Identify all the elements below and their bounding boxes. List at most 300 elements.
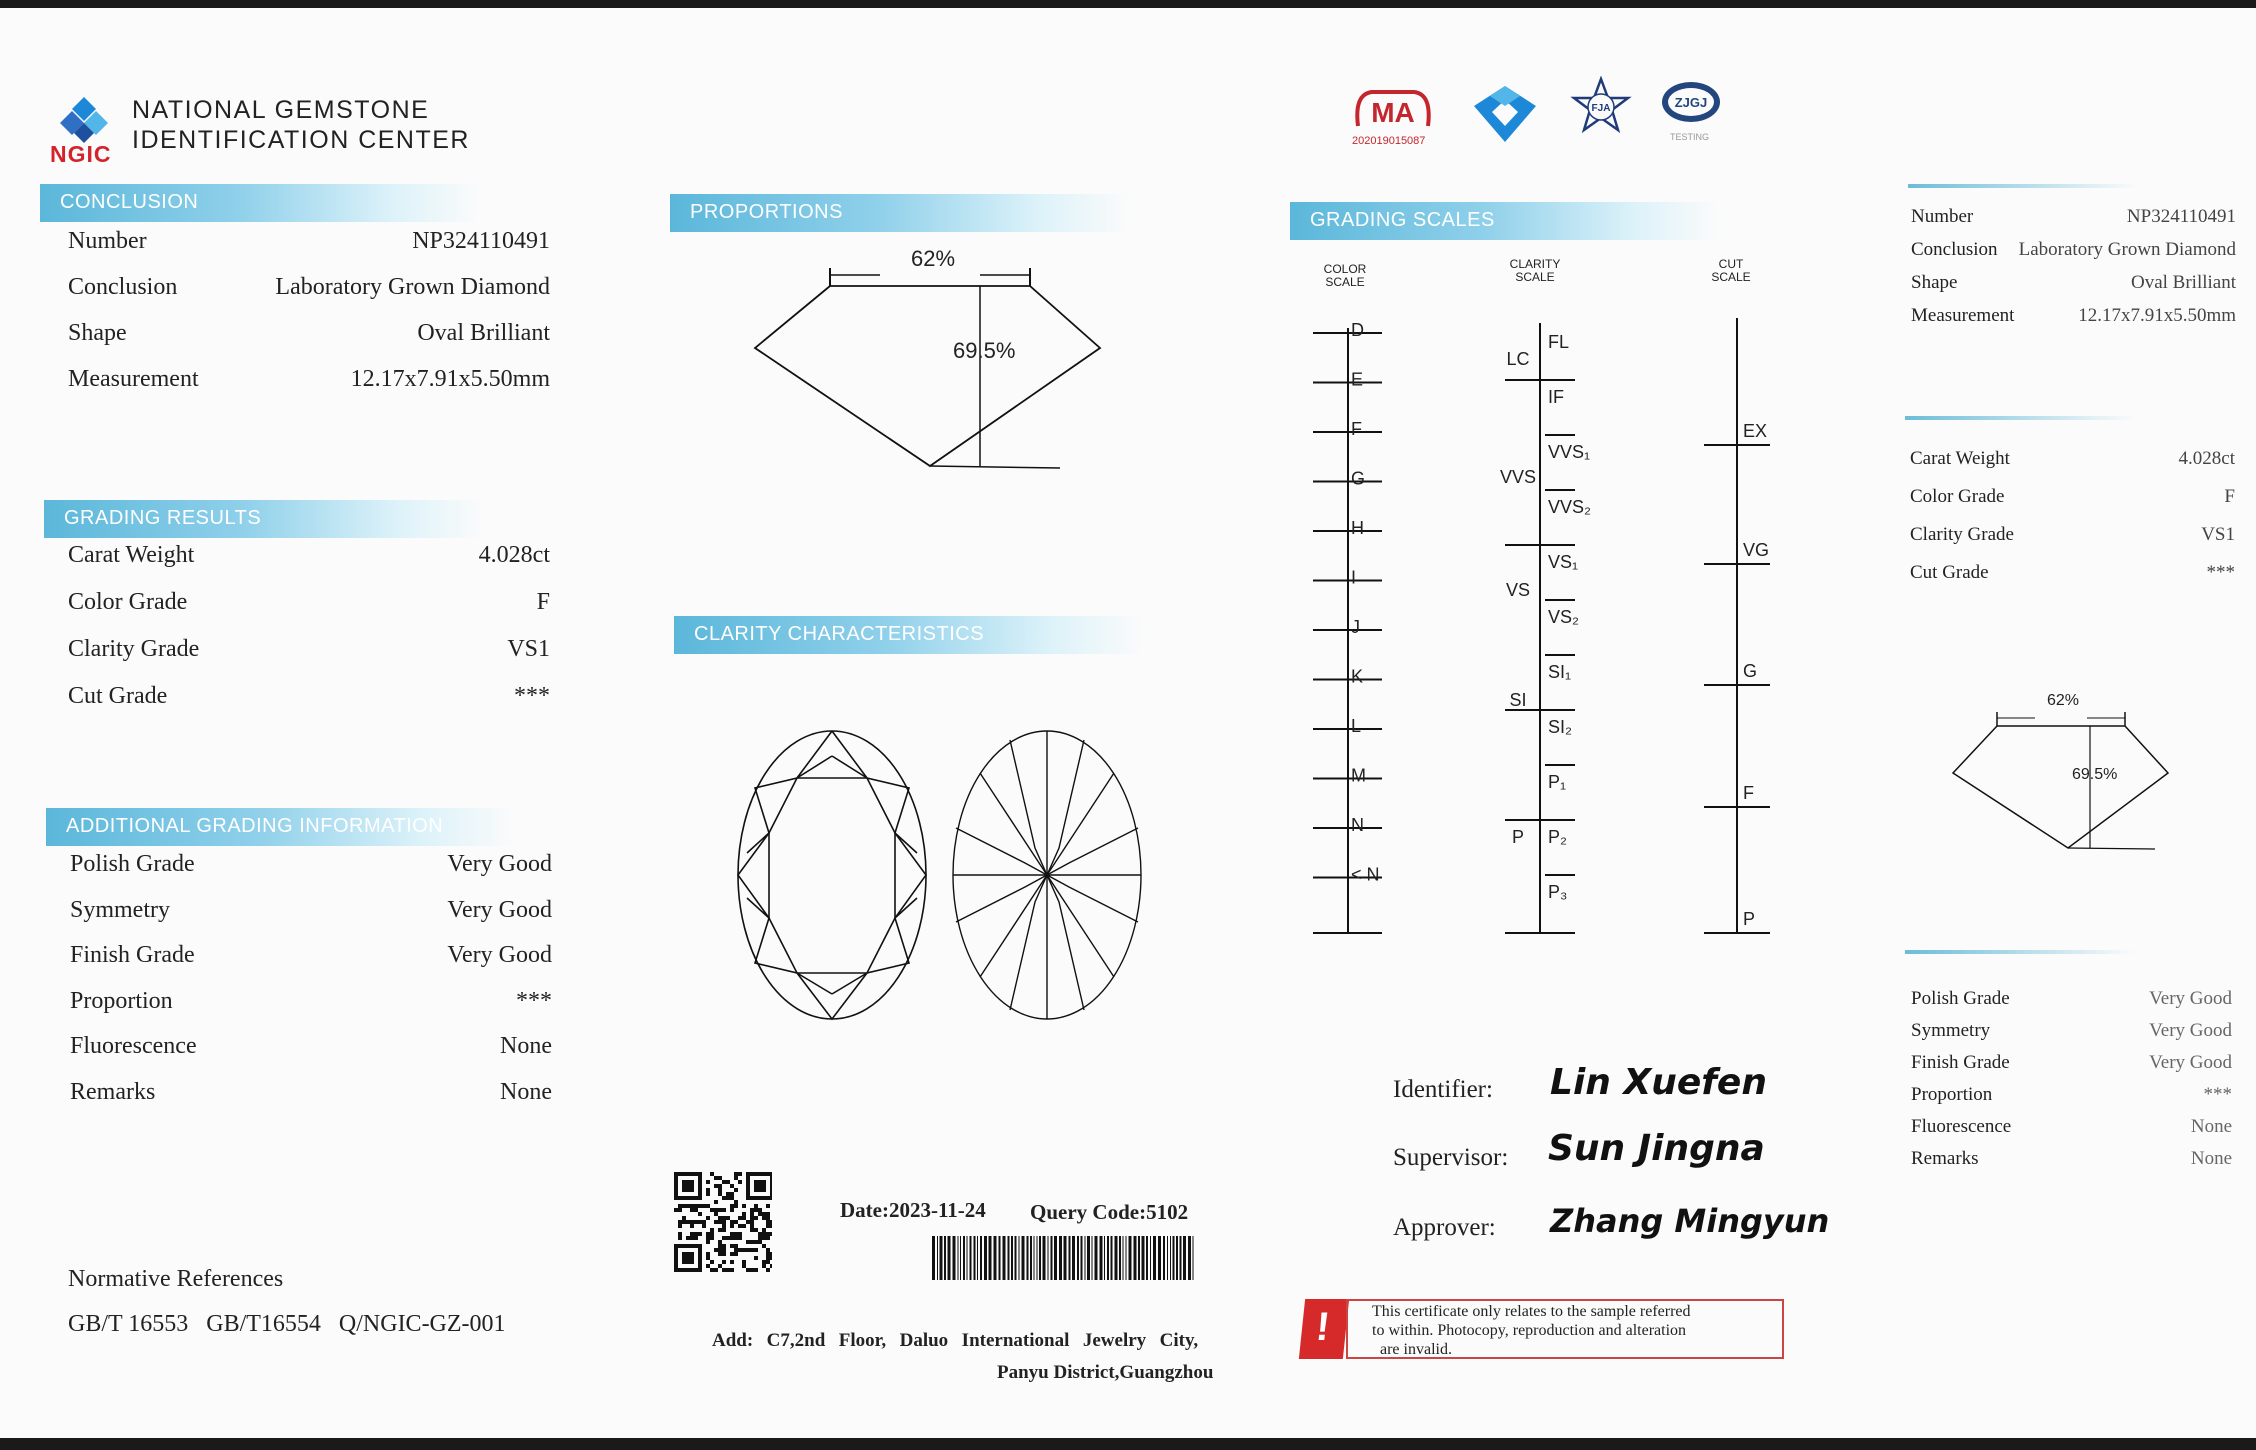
warning-icon-glyph: !	[1313, 1305, 1332, 1349]
qr-module	[722, 1248, 726, 1252]
qr-module	[698, 1220, 702, 1224]
color-grade-label: D	[1351, 319, 1364, 340]
field-label: Fluorescence	[70, 1033, 197, 1059]
qr-module	[730, 1236, 734, 1240]
barcode-bar	[1146, 1236, 1148, 1280]
conclusion-title: CONCLUSION	[60, 191, 199, 213]
qr-module	[738, 1180, 742, 1184]
qr-module	[742, 1264, 746, 1268]
additional-band	[46, 808, 516, 846]
barcode-bar	[1107, 1236, 1109, 1280]
qr-module	[746, 1268, 750, 1272]
field-label: Cut Grade	[1910, 562, 1989, 583]
qr-module	[726, 1196, 730, 1200]
qr-module	[738, 1216, 742, 1220]
qr-module	[710, 1172, 714, 1176]
qr-module	[714, 1184, 718, 1188]
barcode-bar	[1180, 1236, 1182, 1280]
grading-results-section	[68, 542, 550, 782]
color-grade-label: M	[1351, 765, 1366, 786]
qr-module	[754, 1268, 758, 1272]
barcode-bar	[1104, 1236, 1105, 1280]
clarity-scale-title: SCALE	[1515, 270, 1555, 284]
barcode-bar	[1072, 1236, 1075, 1280]
field-label: Symmetry	[70, 896, 170, 923]
qr-module	[686, 1204, 690, 1208]
warning-icon	[1299, 1299, 1349, 1359]
field-label: Polish Grade	[70, 851, 195, 877]
field-label: Conclusion	[68, 274, 178, 300]
qr-module	[766, 1256, 770, 1260]
clarity-grade-label: P₂	[1548, 827, 1567, 847]
qr-module	[742, 1224, 746, 1228]
qr-module	[730, 1232, 734, 1236]
identifier-signature: Lin Xuefen	[1550, 1062, 1767, 1103]
barcode-bar	[1054, 1236, 1057, 1280]
barcode-bar	[1170, 1236, 1171, 1280]
qr-module	[758, 1232, 762, 1236]
conclusion-section	[68, 228, 550, 468]
qr-module	[710, 1208, 714, 1212]
summary-table-pct: 62%	[2047, 692, 2080, 709]
qr-module	[682, 1220, 686, 1224]
barcode[interactable]	[930, 1236, 1200, 1281]
clarity-group-label: SI	[1509, 690, 1527, 710]
qr-module	[718, 1176, 722, 1180]
field-label: Proportion	[1911, 1084, 1993, 1105]
qr-module	[742, 1216, 746, 1220]
field-value: 4.028ct	[478, 542, 550, 568]
clarity-scale-title: CLARITY	[1509, 257, 1561, 271]
qr-module	[710, 1228, 714, 1232]
barcode-bar	[1119, 1236, 1121, 1280]
qr-module	[734, 1232, 738, 1236]
cut-grade-label: F	[1743, 783, 1754, 803]
qr-module	[734, 1200, 738, 1204]
barcode-bar	[1008, 1236, 1010, 1280]
disclaimer-line3: are invalid.	[1380, 1341, 1452, 1358]
color-grade-label: E	[1351, 369, 1364, 390]
grading-results-title: GRADING RESULTS	[64, 507, 262, 529]
qr-module	[766, 1204, 770, 1208]
field-label: Number	[68, 228, 147, 254]
barcode-bar	[940, 1236, 943, 1280]
address-line2: Panyu District,Guangzhou	[997, 1362, 1214, 1383]
field-label: Shape	[68, 320, 127, 346]
fja-logo	[1570, 76, 1632, 138]
color-grade-label: F	[1351, 418, 1362, 439]
clarity-grade-label: VS₂	[1548, 607, 1579, 627]
qr-module	[754, 1208, 758, 1212]
qr-module	[690, 1224, 694, 1228]
field-value: Very Good	[2149, 1020, 2232, 1041]
qr-module	[722, 1268, 726, 1272]
clarity-grade-label: P₃	[1548, 882, 1568, 902]
summary-divider-3	[1905, 950, 2135, 954]
conclusion-band	[40, 184, 480, 222]
field-value: None	[500, 1078, 552, 1105]
qr-module	[694, 1220, 698, 1224]
qr-module	[762, 1212, 766, 1216]
qr-module	[750, 1208, 754, 1212]
qr-module	[750, 1240, 754, 1244]
field-value: Very Good	[2149, 988, 2232, 1009]
identifier-label: Identifier:	[1393, 1076, 1493, 1103]
qr-module	[734, 1244, 738, 1248]
clarity-characteristics-band	[674, 616, 1144, 654]
cut-scale-title: SCALE	[1711, 270, 1751, 284]
barcode-bar	[1100, 1236, 1103, 1280]
qr-module	[678, 1232, 682, 1236]
barcode-bar	[1015, 1236, 1017, 1280]
barcode-bar	[989, 1236, 992, 1280]
clarity-grade-label: SI₁	[1548, 662, 1572, 682]
qr-module	[762, 1260, 766, 1264]
field-label: Carat Weight	[1910, 448, 2010, 469]
qr-module	[722, 1220, 726, 1224]
qr-module	[706, 1180, 710, 1184]
summary-mid-section	[1910, 448, 2235, 648]
qr-module	[718, 1252, 722, 1256]
qr-module	[750, 1268, 754, 1272]
field-value: NP324110491	[412, 228, 550, 254]
qr-module	[706, 1192, 710, 1196]
cut-scale-title: CUT	[1718, 257, 1744, 271]
qr-module	[678, 1236, 682, 1240]
barcode-bar	[1037, 1236, 1038, 1280]
field-label: Color Grade	[68, 589, 188, 615]
disclaimer-line2: to within. Photocopy, reproduction and alteration	[1372, 1322, 1687, 1339]
qr-module	[766, 1212, 770, 1216]
field-label: Carat Weight	[68, 542, 195, 568]
clarity-group-label: VS	[1505, 580, 1531, 600]
qr-module	[770, 1232, 772, 1236]
qr-module	[754, 1216, 758, 1220]
cut-grade-label: P	[1743, 909, 1756, 929]
cut-grade-label: G	[1743, 661, 1758, 681]
barcode-bar	[1115, 1236, 1118, 1280]
clarity-grade-label: FL	[1548, 332, 1570, 352]
qr-module	[754, 1240, 758, 1244]
qr-module	[766, 1220, 770, 1224]
field-value: Laboratory Grown Diamond	[275, 274, 550, 300]
qr-finder	[682, 1252, 694, 1264]
qr-module	[722, 1252, 726, 1256]
field-value: ***	[514, 683, 550, 709]
qr-module	[730, 1184, 734, 1188]
qr-module	[694, 1236, 698, 1240]
summary-divider-1	[1908, 184, 2138, 188]
barcode-bar	[932, 1236, 935, 1280]
proportions-band	[670, 194, 1130, 232]
qr-module	[690, 1232, 694, 1236]
summary-proportions-diagram	[1945, 698, 2175, 858]
field-label: Polish Grade	[1911, 988, 2010, 1009]
qr-module	[738, 1236, 742, 1240]
qr-finder	[682, 1180, 694, 1192]
qr-module	[746, 1248, 750, 1252]
qr-module	[750, 1220, 754, 1224]
ma-number: 202019015087	[1352, 135, 1426, 147]
qr-module	[738, 1248, 742, 1252]
barcode-bar	[960, 1236, 961, 1280]
qr-module	[710, 1236, 714, 1240]
qr-module	[706, 1236, 710, 1240]
barcode-bar	[958, 1236, 959, 1280]
barcode-bar	[1158, 1236, 1161, 1280]
barcode-bar	[999, 1236, 1001, 1280]
qr-module	[754, 1248, 758, 1252]
clarity-grade-label: VVS₁	[1548, 442, 1591, 462]
qr-module	[694, 1204, 698, 1208]
qr-module	[738, 1172, 742, 1176]
qr-module	[698, 1212, 702, 1216]
field-label: Cut Grade	[68, 683, 168, 709]
qr-module	[738, 1224, 742, 1228]
field-value: Very Good	[2149, 1052, 2232, 1073]
disclaimer-line1: This certificate only relates to the sample referred	[1372, 1303, 1691, 1320]
qr-module	[734, 1236, 738, 1240]
qr-module	[718, 1264, 722, 1268]
qr-module	[750, 1212, 754, 1216]
color-grade-label: < N	[1351, 864, 1380, 885]
qr-module	[730, 1204, 734, 1208]
qr-module	[730, 1260, 734, 1264]
field-value: VS1	[507, 636, 550, 662]
qr-module	[722, 1244, 726, 1248]
fja-logo-text: FJA	[1591, 103, 1611, 114]
blue-diamond-logo	[1470, 82, 1540, 147]
field-label: Remarks	[1911, 1148, 1979, 1169]
qr-module	[730, 1252, 734, 1256]
ma-logo	[1352, 86, 1434, 136]
field-value: 4.028ct	[2178, 448, 2235, 469]
qr-module	[758, 1212, 762, 1216]
clarity-group-label: VVS	[1499, 467, 1537, 487]
qr-code[interactable]	[674, 1172, 772, 1276]
barcode-bar	[1034, 1236, 1035, 1280]
field-label: Clarity Grade	[68, 636, 200, 662]
barcode-bar	[1123, 1236, 1124, 1280]
qr-module	[766, 1216, 770, 1220]
qr-module	[766, 1236, 770, 1240]
qr-module	[762, 1216, 766, 1220]
barcode-bar	[1193, 1236, 1194, 1280]
field-label: Symmetry	[1911, 1020, 1991, 1041]
qr-module	[718, 1216, 722, 1220]
qr-module	[698, 1232, 702, 1236]
pavilion-plot-diagram	[950, 728, 1145, 1023]
qr-module	[674, 1208, 678, 1212]
field-label: Measurement	[1911, 305, 2015, 326]
qr-module	[750, 1228, 754, 1232]
field-label: Color Grade	[1910, 486, 2005, 507]
qr-module	[702, 1204, 706, 1208]
barcode-bar	[1173, 1236, 1175, 1280]
barcode-bar	[1134, 1236, 1137, 1280]
qr-module	[710, 1260, 714, 1264]
qr-module	[742, 1260, 746, 1264]
barcode-bar	[1043, 1236, 1046, 1280]
clarity-grade-label: VS₁	[1548, 552, 1579, 572]
barcode-bar	[1126, 1236, 1127, 1280]
qr-module	[714, 1268, 718, 1272]
clarity-grade-label: SI₂	[1548, 717, 1572, 737]
field-value: 12.17x7.91x5.50mm	[2078, 305, 2236, 326]
query-code-text: Query Code:5102	[1030, 1200, 1189, 1224]
qr-module	[702, 1224, 706, 1228]
qr-module	[754, 1228, 758, 1232]
qr-module	[714, 1248, 718, 1252]
qr-module	[694, 1208, 698, 1212]
clarity-grade-label: IF	[1548, 387, 1564, 407]
barcode-bar	[1095, 1236, 1098, 1280]
clarity-grade-label: P₁	[1548, 772, 1567, 792]
barcode-bar	[1059, 1236, 1062, 1280]
qr-module	[766, 1260, 770, 1264]
barcode-bar	[967, 1236, 968, 1280]
grading-scales-title: GRADING SCALES	[1310, 209, 1495, 231]
qr-module	[726, 1216, 730, 1220]
field-value: ***	[2206, 562, 2235, 583]
barcode-bar	[1027, 1236, 1029, 1280]
barcode-bar	[1188, 1236, 1191, 1280]
qr-module	[762, 1236, 766, 1240]
barcode-bar	[977, 1236, 978, 1280]
qr-module	[766, 1268, 770, 1272]
qr-module	[722, 1224, 726, 1228]
qr-module	[678, 1220, 682, 1224]
field-value: Very Good	[447, 942, 552, 968]
qr-module	[678, 1208, 682, 1212]
qr-module	[758, 1236, 762, 1240]
qr-module	[730, 1208, 734, 1212]
qr-module	[726, 1236, 730, 1240]
proportions-table-pct: 62%	[911, 246, 956, 271]
barcode-bar	[970, 1236, 972, 1280]
clarity-grade-label: VVS₂	[1548, 497, 1592, 517]
barcode-bar	[1167, 1236, 1168, 1280]
barcode-bar	[1163, 1236, 1165, 1280]
qr-module	[754, 1204, 758, 1208]
certificate-paper	[0, 8, 2256, 1438]
barcode-bar	[1111, 1236, 1113, 1280]
qr-module	[714, 1200, 718, 1204]
color-grade-label: K	[1351, 666, 1364, 687]
qr-module	[710, 1232, 714, 1236]
references-text: GB/T 16553 GB/T16554 Q/NGIC-GZ-001	[68, 1311, 506, 1337]
field-value: Very Good	[447, 851, 552, 877]
barcode-bar	[1153, 1236, 1156, 1280]
cut-grade-label: EX	[1743, 421, 1768, 441]
field-value: Very Good	[447, 896, 552, 923]
field-value: VS1	[2201, 524, 2235, 545]
color-grade-label: J	[1351, 616, 1360, 637]
summary-top-section	[1911, 206, 2236, 396]
proportions-diagram	[740, 248, 1120, 478]
color-grade-label: N	[1351, 814, 1364, 835]
barcode-bar	[1183, 1236, 1186, 1280]
field-value: None	[2190, 1116, 2232, 1137]
qr-module	[762, 1244, 766, 1248]
qr-module	[706, 1256, 710, 1260]
grading-results-band	[44, 500, 484, 538]
qr-module	[718, 1248, 722, 1252]
qr-module	[726, 1268, 730, 1272]
disclaimer-box	[1302, 1295, 1784, 1367]
qr-module	[766, 1232, 770, 1236]
qr-module	[702, 1220, 706, 1224]
qr-module	[722, 1260, 726, 1264]
barcode-bar	[1092, 1236, 1093, 1280]
barcode-bar	[937, 1236, 938, 1280]
qr-module	[714, 1220, 718, 1224]
barcode-bar	[944, 1236, 946, 1280]
qr-module	[722, 1228, 726, 1232]
barcode-bar	[963, 1236, 965, 1280]
qr-module	[714, 1176, 718, 1180]
clarity-group-label: P	[1511, 827, 1525, 847]
barcode-bar	[1069, 1236, 1071, 1280]
qr-module	[750, 1216, 754, 1220]
testing-text: TESTING	[1670, 132, 1710, 142]
barcode-bar	[1022, 1236, 1025, 1280]
qr-module	[766, 1224, 770, 1228]
qr-module	[770, 1264, 772, 1268]
barcode-bar	[1081, 1236, 1083, 1280]
references-title: Normative References	[68, 1266, 284, 1292]
qr-module	[718, 1192, 722, 1196]
qr-module	[734, 1172, 738, 1176]
barcode-bar	[1087, 1236, 1090, 1280]
qr-module	[754, 1256, 758, 1260]
barcode-bar	[948, 1236, 951, 1280]
qr-module	[706, 1264, 710, 1268]
qr-module	[750, 1248, 754, 1252]
field-label: Measurement	[68, 366, 199, 392]
proportions-depth-pct: 69.5%	[953, 338, 1016, 363]
barcode-bar	[1011, 1236, 1013, 1280]
qr-module	[730, 1196, 734, 1200]
qr-module	[678, 1204, 682, 1208]
qr-module	[762, 1232, 766, 1236]
qr-module	[706, 1240, 710, 1244]
barcode-bar	[984, 1236, 987, 1280]
barcode-bar	[974, 1236, 976, 1280]
barcode-bar	[994, 1236, 997, 1280]
qr-module	[682, 1204, 686, 1208]
qr-module	[730, 1192, 734, 1196]
qr-finder	[754, 1180, 766, 1192]
ma-logo-text: MA	[1371, 97, 1415, 128]
qr-module	[718, 1244, 722, 1248]
qr-module	[698, 1204, 702, 1208]
qr-module	[718, 1220, 722, 1224]
qr-module	[690, 1236, 694, 1240]
qr-module	[770, 1256, 772, 1260]
qr-module	[766, 1248, 770, 1252]
barcode-bar	[1129, 1236, 1132, 1280]
supervisor-label: Supervisor:	[1393, 1144, 1509, 1171]
field-value: ***	[516, 987, 552, 1014]
field-label: Fluorescence	[1911, 1116, 2012, 1137]
qr-module	[722, 1196, 726, 1200]
qr-module	[690, 1220, 694, 1224]
qr-module	[750, 1224, 754, 1228]
qr-module	[738, 1232, 742, 1236]
qr-module	[726, 1180, 730, 1184]
qr-module	[690, 1204, 694, 1208]
